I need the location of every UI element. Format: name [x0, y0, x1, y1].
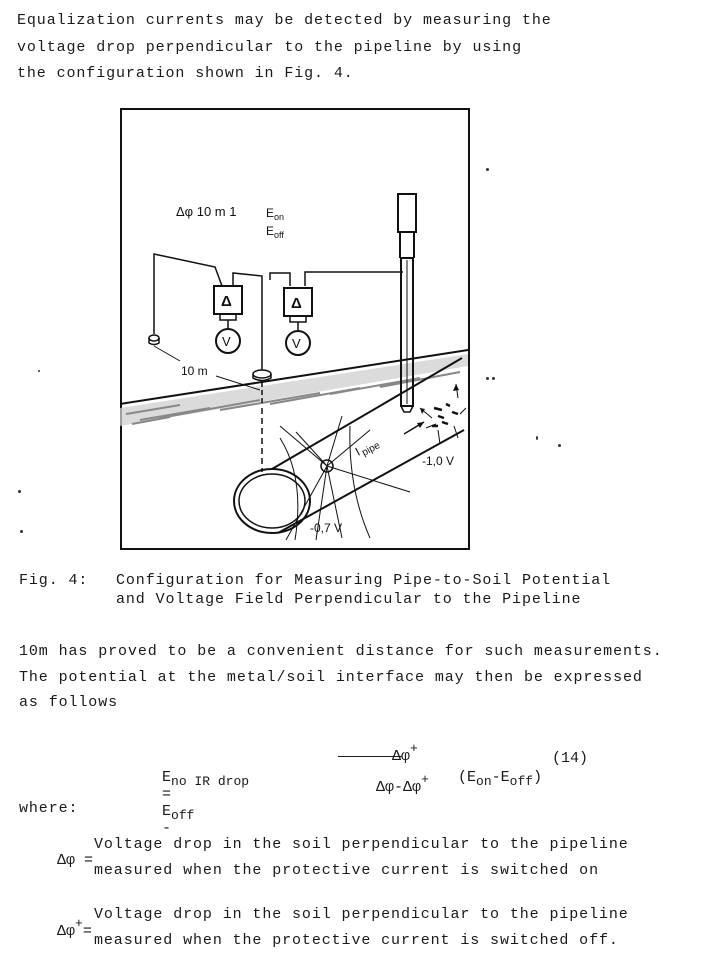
pipe-end: [234, 469, 310, 533]
label-10m: 10 m: [181, 364, 208, 378]
equation-number: (14): [552, 750, 589, 767]
definition-line-2: measured when the protective current is switched on: [94, 862, 599, 879]
wire-to-reference: [305, 272, 403, 286]
caption-fig-label: Fig. 4:: [19, 572, 89, 589]
definition-symbol: Δφ+=: [57, 916, 92, 940]
center-electrode: [253, 370, 271, 378]
wire-right-meter: [270, 273, 290, 286]
label-ipipe-sub: pipe: [360, 440, 383, 459]
wire-left-electrode: [154, 254, 222, 334]
label-ipipe: I: [352, 444, 363, 459]
body-line-1: 10m has proved to be a convenient distance for such measurements.: [19, 643, 663, 660]
scan-speck: [18, 490, 21, 493]
wire-left-to-center: [233, 273, 262, 370]
label-delta-phi: Δφ 10 m 1: [176, 204, 237, 219]
definition-line-1: Voltage drop in the soil perpendicular to the pipeline: [94, 906, 629, 923]
body-line-2: The potential at the metal/soil interface may then be expressed: [19, 669, 643, 686]
scan-speck: [486, 168, 489, 171]
definition-symbol: Δφ =: [57, 852, 94, 869]
scan-speck: [486, 377, 489, 380]
left-voltmeter-v: V: [222, 334, 231, 349]
right-voltmeter-v: V: [292, 336, 301, 351]
intro-line-2: voltage drop perpendicular to the pipeline by using: [17, 39, 522, 56]
left-electrode: [149, 335, 159, 341]
scan-speck: [20, 530, 23, 533]
where-label: where:: [19, 800, 79, 817]
definition-line-1: Voltage drop in the soil perpendicular to the pipeline: [94, 836, 629, 853]
left-delta-symbol: Δ: [221, 293, 232, 310]
scan-speck: [558, 444, 561, 447]
label-eon-sub: on: [274, 212, 285, 222]
scan-speck: [492, 377, 495, 380]
definition-line-2: measured when the protective current is switched off.: [94, 932, 619, 949]
equation-fraction-bar: [338, 756, 402, 757]
caption-line-1: Configuration for Measuring Pipe-to-Soil Potential: [116, 572, 612, 589]
reference-electrode-cap: [398, 194, 416, 232]
label-eon: E: [266, 206, 275, 220]
label-minus-0-7v: -0,7 V: [310, 521, 343, 535]
right-delta-symbol: Δ: [291, 295, 302, 312]
intro-line-3: the configuration shown in Fig. 4.: [17, 65, 354, 82]
equation-paren: (Eon-Eoff): [458, 769, 543, 789]
label-minus-1-0v: -1,0 V: [422, 454, 455, 468]
body-line-3: as follows: [19, 694, 119, 711]
equation-numerator: Δφ+: [392, 741, 418, 765]
label-eoff-sub: off: [274, 230, 284, 240]
equation-denominator: Δφ-Δφ+: [376, 772, 429, 796]
equation-lhs: Eno IR drop = Eoff -: [162, 769, 250, 837]
caption-line-2: and Voltage Field Perpendicular to the Pipeline: [116, 591, 582, 608]
figure-4-diagram: [120, 108, 470, 550]
label-eoff: E: [266, 224, 275, 238]
figure-frame: [121, 109, 469, 549]
scan-speck: [536, 436, 538, 440]
intro-line-1: Equalization currents may be detected by measuring the: [17, 12, 552, 29]
scan-speck: [38, 370, 40, 372]
